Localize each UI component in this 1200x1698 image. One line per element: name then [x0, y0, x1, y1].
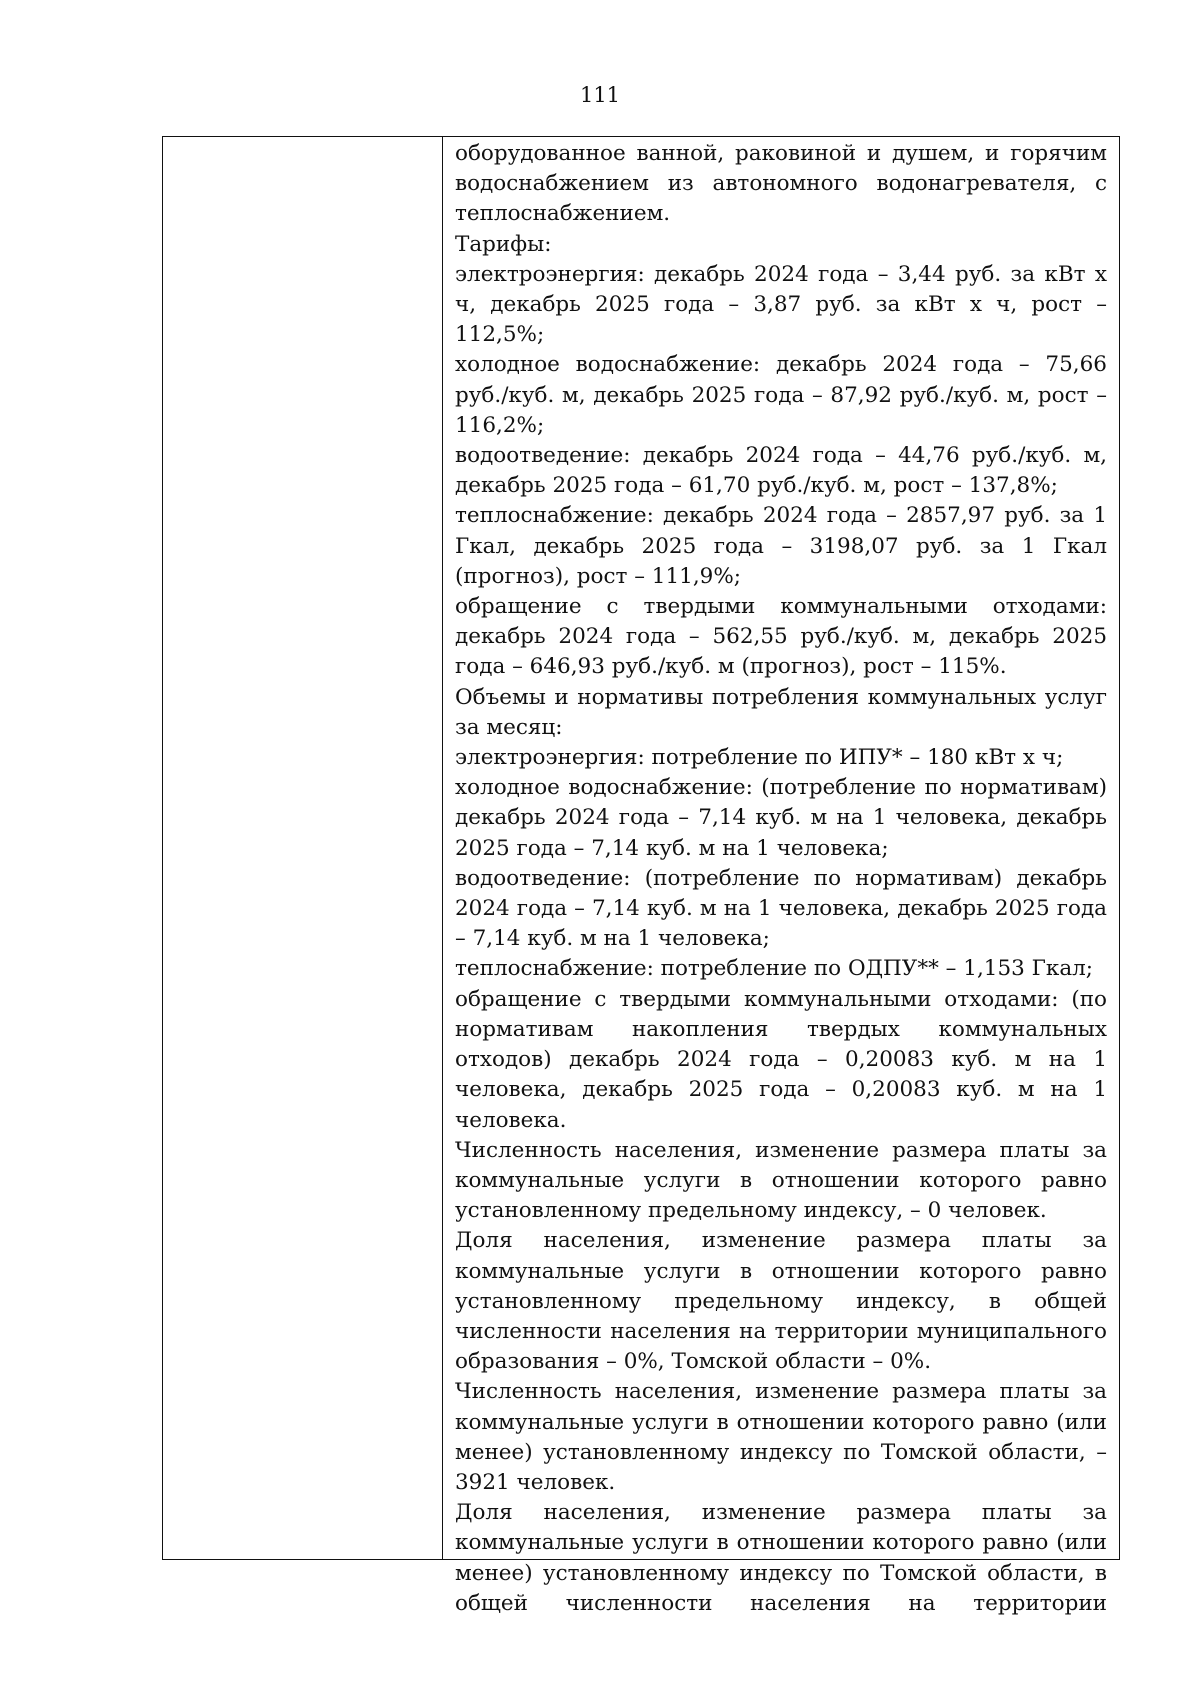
paragraph: электроэнергия: потребление по ИПУ* – 180 кВт х ч; [455, 745, 1064, 771]
paragraph: обращение с твердыми коммунальными отходами: (по нормативам накопления твердых коммунальных отходов) декабрь 2024 года – 0,20083 куб. м на 1 человека, декабрь 2025 года – 0,20083 куб. м на 1 человека. [455, 986, 1107, 1133]
paragraph: теплоснабжение: потребление по ОДПУ** – 1,153 Гкал; [455, 956, 1094, 982]
paragraph: Тарифы: [455, 231, 552, 257]
document-table [162, 136, 1120, 1616]
paragraph: Объемы и нормативы потребления коммунальных услуг за месяц: [455, 684, 1107, 740]
paragraph: холодное водоснабжение: (потребление по нормативам) декабрь 2024 года – 7,14 куб. м на 1 человека, декабрь 2025 года – 7,14 куб. м на 1 человека; [455, 775, 1107, 861]
paragraph: Численность населения, изменение размера платы за коммунальные услуги в отношении которого равно (или менее) установленному индексу по Томской области, – 3921 человек. [455, 1379, 1107, 1495]
table-cell-left [163, 137, 443, 1559]
paragraph: водоотведение: (потребление по нормативам) декабрь 2024 года – 7,14 куб. м на 1 человека, декабрь 2025 года – 7,14 куб. м на 1 человека; [455, 865, 1107, 952]
paragraph: Доля населения, изменение размера платы за коммунальные услуги в отношении которого равно установленному предельному индексу, в общей численности населения на территории муниципального образования – 0%, Томской области – 0%. [455, 1228, 1107, 1375]
paragraph: водоотведение: декабрь 2024 года – 44,76 руб./куб. м, декабрь 2025 года – 61,70 руб./куб. м, рост – 137,8%; [455, 443, 1107, 499]
paragraph: электроэнергия: декабрь 2024 года – 3,44 руб. за кВт х ч, декабрь 2025 года – 3,87 руб. за кВт х ч, рост – 112,5%; [455, 261, 1107, 348]
table-cell-right [443, 137, 1119, 1616]
paragraph: обращение с твердыми коммунальными отходами: декабрь 2024 года – 562,55 руб./куб. м, декабрь 2025 года – 646,93 руб./куб. м (прогноз), рост – 115%. [455, 594, 1107, 680]
paragraph: Численность населения, изменение размера платы за коммунальные услуги в отношении которого равно установленному предельному индексу, – 0 человек. [455, 1137, 1107, 1224]
page-number: 111 [579, 83, 621, 107]
paragraph: холодное водоснабжение: декабрь 2024 года – 75,66 руб./куб. м, декабрь 2025 года – 87,92 руб./куб. м, рост – 116,2%; [455, 352, 1107, 438]
paragraph: Доля населения, изменение размера платы за коммунальные услуги в отношении которого равно (или менее) установленному индексу по Томской области, в общей численности населения на территории [455, 1500, 1107, 1616]
paragraph: оборудованное ванной, раковиной и душем, и горячим водоснабжением из автономного водонагревателя, с теплоснабжением. [455, 141, 1107, 227]
paragraph: теплоснабжение: декабрь 2024 года – 2857,97 руб. за 1 Гкал, декабрь 2025 года – 3198,07 руб. за 1 Гкал (прогноз), рост – 111,9%; [455, 503, 1107, 589]
